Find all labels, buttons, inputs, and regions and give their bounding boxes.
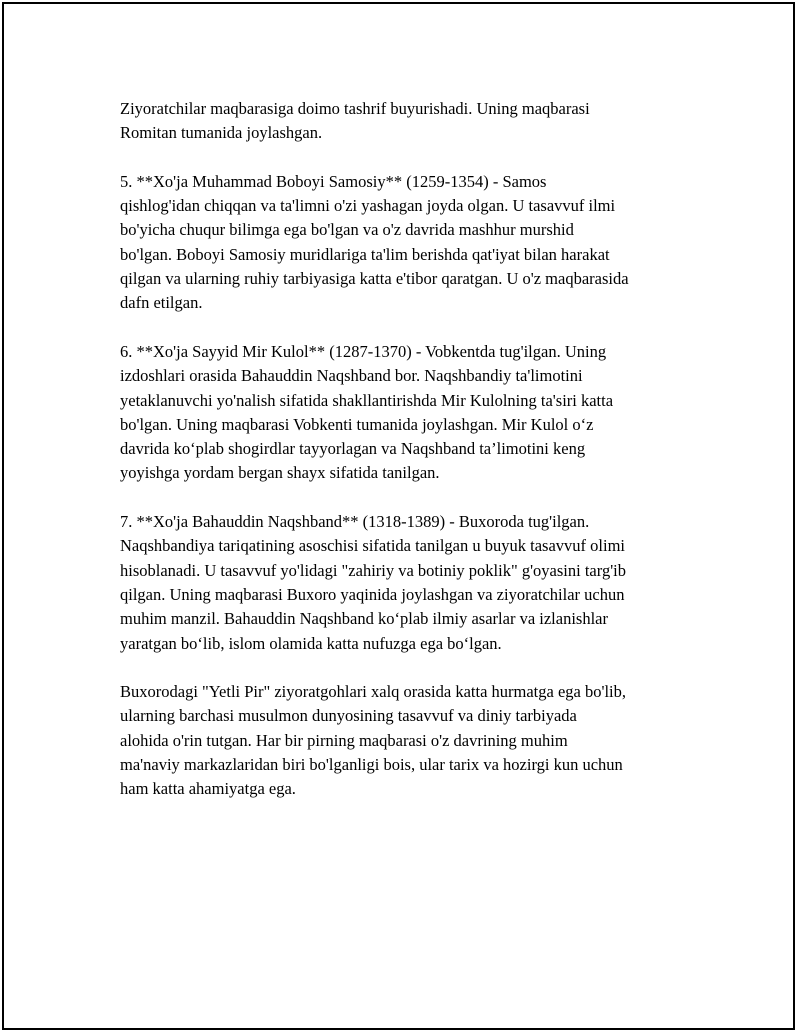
paragraph-intro bbox=[120, 97, 704, 146]
text-line: bo'lgan. Uning maqbarasi Vobkenti tumanida joylashgan. Mir Kulol o‘z bbox=[120, 414, 594, 434]
text-line: hisoblanadi. U tasavvuf yo'lidagi "zahiriy va botiniy poklik" g'oyasini targ'ib bbox=[120, 560, 627, 580]
text-line: Ziyoratchilar maqbarasiga doimo tashrif buyurishadi. Uning maqbarasi bbox=[120, 99, 590, 118]
text-line: Buxorodagi "Yetli Pir" ziyoratgohlari xalq orasida katta hurmatga ega bo'lib, bbox=[120, 682, 626, 702]
text-line: 5. **Xo'ja Muhammad Boboyi Samosiy** (1259-1354) - Samos bbox=[120, 171, 547, 191]
text-line: 7. **Xo'ja Bahauddin Naqshband** (1318-1389) - Buxoroda tug'ilgan. bbox=[120, 512, 590, 532]
page-frame bbox=[2, 2, 795, 1030]
text-line: yaratgan bo‘lib, islom olamida katta nufuzga ega bo‘lgan. bbox=[120, 633, 502, 653]
text-line: dafn etilgan. bbox=[120, 293, 203, 313]
text-line: 6. **Xo'ja Sayyid Mir Kulol** (1287-1370) - Vobkentda tug'ilgan. Uning bbox=[120, 341, 607, 361]
text-line: Naqshbandiya tariqatining asoschisi sifatida tanilgan u buyuk tasavvuf olimi bbox=[120, 536, 625, 556]
text-line: davrida ko‘plab shogirdlar tayyorlagan va Naqshband ta’limotini keng bbox=[120, 439, 586, 459]
text-line: yoyishga yordam bergan shayx sifatida tanilgan. bbox=[120, 463, 440, 483]
text-line: qishlog'idan chiqqan va ta'limni o'zi yashagan joyda olgan. U tasavvuf ilmi bbox=[120, 196, 616, 216]
text-line: qilgan. Uning maqbarasi Buxoro yaqinida joylashgan va ziyoratchilar uchun bbox=[120, 584, 625, 604]
paragraph-conclusion bbox=[120, 680, 704, 801]
text-line: alohida o'rin tutgan. Har bir pirning maqbarasi o'z davrining muhim bbox=[120, 730, 568, 750]
paragraph-mir-kulol bbox=[120, 340, 704, 486]
text-line: izdoshlari orasida Bahauddin Naqshband bor. Naqshbandiy ta'limotini bbox=[120, 366, 583, 386]
text-line: qilgan va ularning ruhiy tarbiyasiga katta e'tibor qaratgan. U o'z maqbarasida bbox=[120, 269, 629, 289]
document-body bbox=[120, 97, 704, 826]
text-line: ham katta ahamiyatga ega. bbox=[120, 779, 296, 799]
text-line: Romitan tumanida joylashgan. bbox=[120, 123, 323, 143]
text-line: ma'naviy markazlaridan biri bo'lganligi bois, ular tarix va hozirgi kun uchun bbox=[120, 755, 623, 775]
text-line: ularning barchasi musulmon dunyosining tasavvuf va diniy tarbiyada bbox=[120, 706, 577, 726]
text-line: yetaklanuvchi yo'nalish sifatida shakllantirishda Mir Kulolning ta'siri katta bbox=[120, 390, 614, 410]
paragraph-naqshband bbox=[120, 510, 704, 656]
text-line: bo'lgan. Boboyi Samosiy muridlariga ta'lim berishda qat'iyat bilan harakat bbox=[120, 244, 610, 264]
text-line: muhim manzil. Bahauddin Naqshband ko‘plab ilmiy asarlar va izlanishlar bbox=[120, 609, 608, 629]
paragraph-samosiy bbox=[120, 170, 704, 316]
text-line: bo'yicha chuqur bilimga ega bo'lgan va o'z davrida mashhur murshid bbox=[120, 220, 574, 240]
